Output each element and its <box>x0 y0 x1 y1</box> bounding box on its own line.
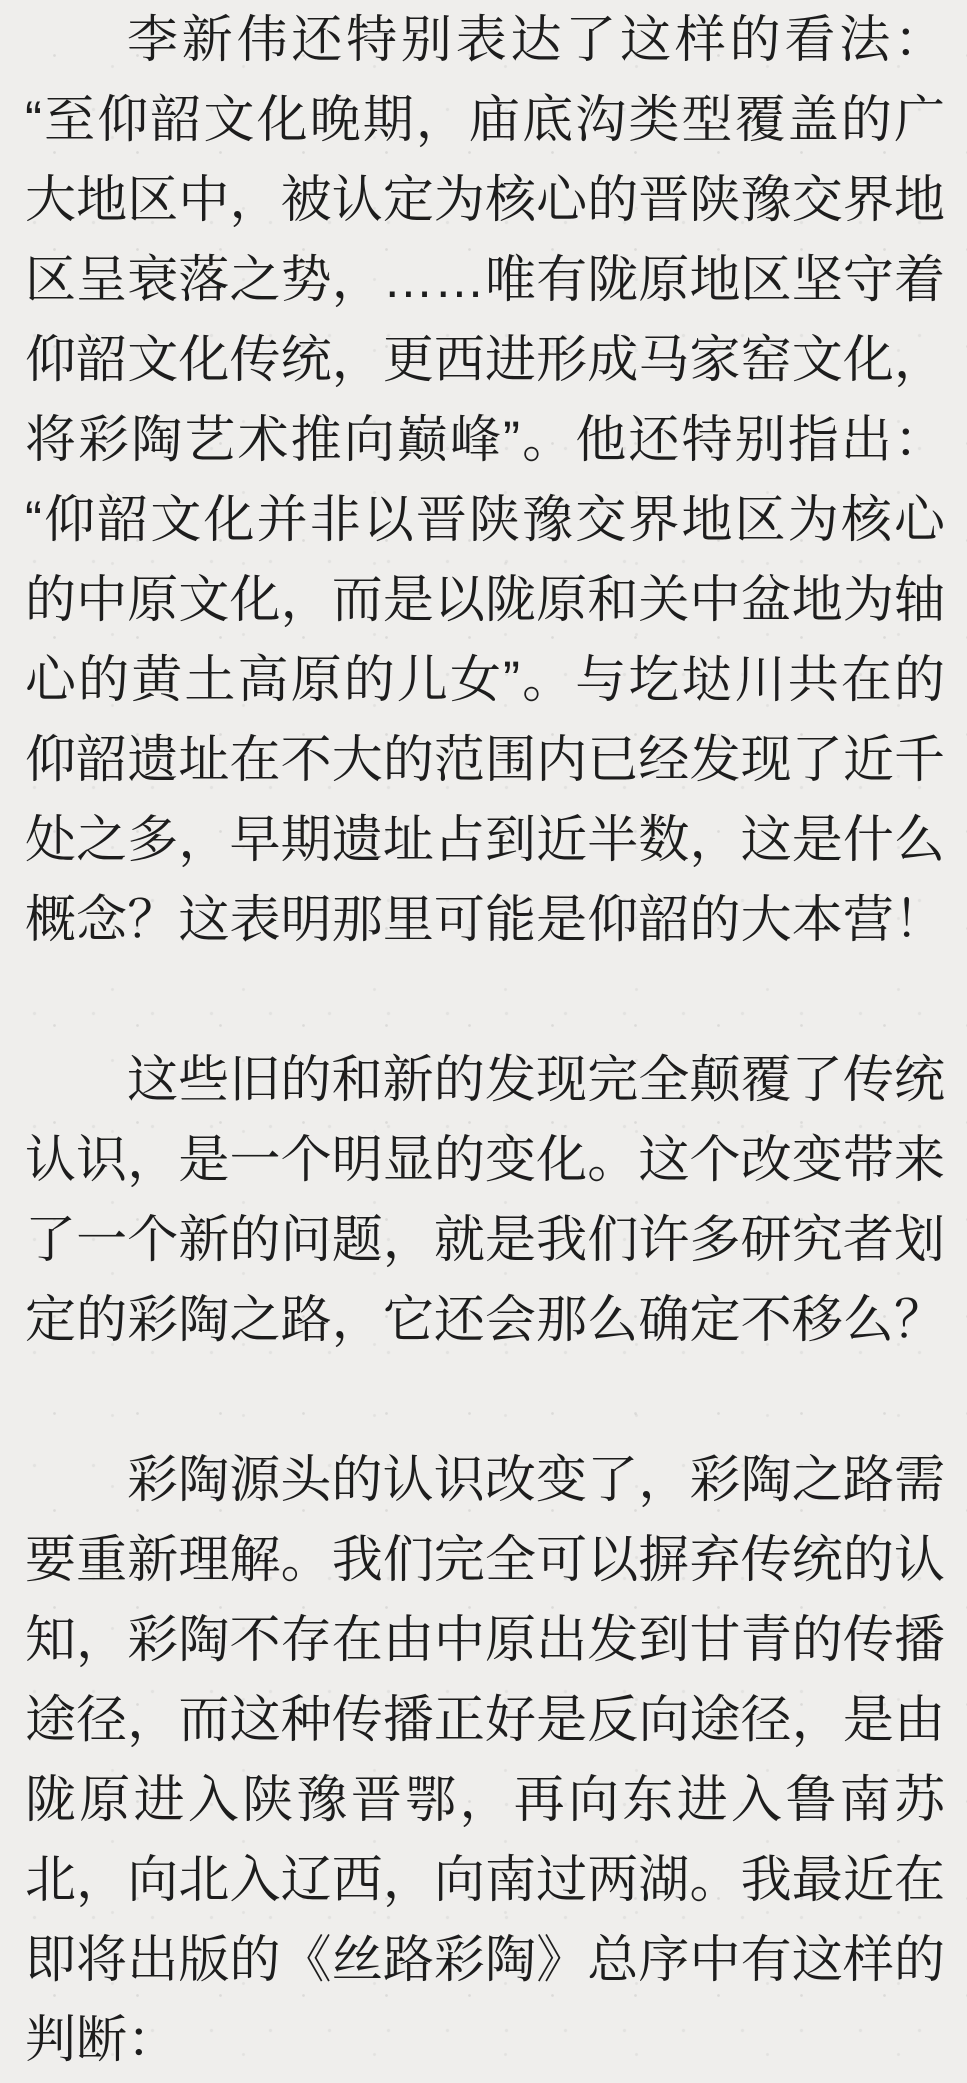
text-line: 途径，而这种传播正好是反向途径，是由 <box>25 1691 945 1748</box>
paragraph <box>25 0 945 960</box>
text-line: 判断： <box>25 2011 179 2068</box>
text-line: “仰韶文化并非以晋陕豫交界地区为核心 <box>25 491 945 548</box>
text-line: 的中原文化，而是以陇原和关中盆地为轴 <box>25 571 945 628</box>
paragraph <box>25 1040 945 1360</box>
text-line: 要重新理解。我们完全可以摒弃传统的认 <box>25 1531 945 1588</box>
text-line: 陇原进入陕豫晋鄂，再向东进入鲁南苏 <box>25 1771 945 1828</box>
text-line: 区呈衰落之势，……唯有陇原地区坚守着 <box>25 251 945 308</box>
text-line: 定的彩陶之路，它还会那么确定不移么？ <box>25 1291 945 1348</box>
text-line: 这些旧的和新的发现完全颠覆了传统 <box>127 1051 945 1108</box>
text-line: 北，向北入辽西，向南过两湖。我最近在 <box>25 1851 945 1908</box>
text-line: 大地区中，被认定为核心的晋陕豫交界地 <box>25 171 945 228</box>
text-line: 处之多，早期遗址占到近半数，这是什么 <box>25 811 945 868</box>
paragraph <box>25 1440 945 2080</box>
text-line: 李新伟还特别表达了这样的看法： <box>127 11 945 68</box>
text-line: “至仰韶文化晚期，庙底沟类型覆盖的广 <box>25 91 945 148</box>
text-line: 概念？这表明那里可能是仰韶的大本营！ <box>25 891 945 948</box>
text-line: 心的黄土高原的儿女”。与圪垯川共在的 <box>25 651 945 708</box>
text-line: 仰韶文化传统，更西进形成马家窑文化， <box>25 331 945 388</box>
text-line: 知，彩陶不存在由中原出发到甘青的传播 <box>25 1611 945 1668</box>
text-line: 将彩陶艺术推向巅峰”。他还特别指出： <box>25 411 945 468</box>
text-line: 即将出版的《丝路彩陶》总序中有这样的 <box>25 1931 945 1988</box>
text-line: 认识，是一个明显的变化。这个改变带来 <box>25 1131 945 1188</box>
text-line: 仰韶遗址在不大的范围内已经发现了近千 <box>25 731 945 788</box>
text-line: 彩陶源头的认识改变了，彩陶之路需 <box>127 1451 945 1508</box>
text-line: 了一个新的问题，就是我们许多研究者划 <box>25 1211 945 1268</box>
